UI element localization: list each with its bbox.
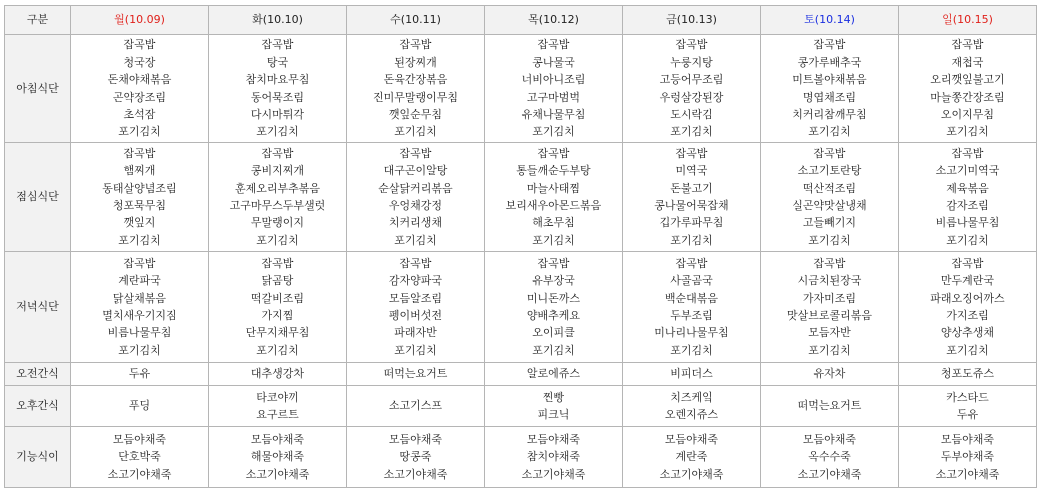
menu-cell [623, 35, 761, 143]
menu-item: 포기김치 [256, 343, 299, 357]
row-label: 오후간식 [5, 386, 71, 427]
menu-item: 유채나물무침 [521, 107, 586, 121]
menu-item: 포기김치 [808, 125, 851, 139]
meal-row-lunch [5, 143, 1037, 252]
menu-item: 가지찜 [261, 309, 294, 322]
menu-item: 포기김치 [118, 233, 161, 247]
menu-item: 잡곡밥 [123, 256, 156, 270]
menu-item: 푸딩 [128, 399, 151, 413]
menu-item: 피크닉 [537, 408, 570, 421]
row-label: 아침식단 [5, 35, 71, 143]
menu-cell [899, 386, 1037, 427]
menu-cell [71, 35, 209, 143]
menu-item: 단호박죽 [118, 450, 161, 464]
menu-item: 콩나물어묵잡채 [654, 199, 729, 212]
menu-item: 모듬야채죽 [802, 432, 857, 446]
menu-item: 돈불고기 [670, 181, 713, 195]
menu-item: 잡곡밥 [675, 256, 708, 270]
day-name: 일 [942, 13, 953, 27]
menu-item: 햄찌개 [123, 164, 156, 178]
menu-item: 사골곰국 [670, 274, 713, 288]
day-header-wed [347, 6, 485, 35]
menu-item: 콩비지찌개 [250, 164, 305, 178]
menu-item: 깻잎지 [123, 216, 156, 230]
menu-item: 포기김치 [118, 343, 161, 357]
menu-item: 유부장국 [532, 274, 575, 288]
menu-cell [761, 35, 899, 143]
menu-cell [71, 386, 209, 427]
menu-cell [485, 427, 623, 488]
menu-item: 소고기야채죽 [935, 467, 1000, 481]
menu-item: 카스타드 [946, 390, 989, 404]
menu-item: 잡곡밥 [261, 146, 294, 160]
menu-item: 찐빵 [542, 390, 565, 404]
menu-item: 다시마튀각 [250, 107, 305, 121]
menu-item: 동어묵조림 [250, 90, 305, 104]
menu-item: 떡산적조림 [802, 181, 857, 195]
menu-item: 시금치된장국 [797, 274, 862, 288]
menu-item: 소고기야채죽 [659, 467, 724, 481]
menu-item: 잡곡밥 [675, 38, 708, 52]
menu-cell [485, 386, 623, 427]
menu-item: 고들빼기지 [802, 216, 857, 230]
menu-item: 모듬알조림 [388, 291, 443, 305]
menu-item: 우렁살강된장 [659, 90, 724, 104]
menu-item: 잡곡밥 [261, 256, 294, 270]
menu-item: 된장찌개 [394, 55, 437, 69]
menu-item: 잡곡밥 [951, 146, 984, 160]
menu-item: 잡곡밥 [813, 146, 846, 160]
menu-item: 누룽지탕 [670, 55, 713, 69]
menu-cell [899, 35, 1037, 143]
day-name: 수 [390, 13, 401, 27]
menu-item: 포기김치 [532, 343, 575, 357]
menu-item: 포기김치 [394, 343, 437, 357]
menu-cell [761, 252, 899, 363]
row-label: 오전간식 [5, 363, 71, 386]
menu-item: 순살닭커리볶음 [378, 181, 453, 195]
menu-item: 떡갈비조림 [250, 291, 305, 305]
menu-item: 소고기스프 [388, 399, 443, 413]
menu-cell [71, 363, 209, 386]
menu-item: 도시락김 [670, 107, 713, 121]
menu-item: 잡곡밥 [813, 256, 846, 270]
day-name: 토 [804, 13, 815, 27]
menu-item: 깻잎순무침 [388, 107, 443, 121]
menu-item: 소고기야채죽 [797, 467, 862, 481]
menu-cell [485, 363, 623, 386]
menu-cell [347, 363, 485, 386]
menu-item: 포기김치 [118, 125, 161, 139]
menu-item: 모듬야채죽 [250, 432, 305, 446]
menu-item: 미트볼야채볶음 [792, 73, 867, 87]
day-header-sun [899, 6, 1037, 35]
menu-cell [899, 427, 1037, 488]
menu-item: 치커리참깨무침 [792, 107, 867, 121]
menu-cell [347, 427, 485, 488]
menu-item: 콩가루배추국 [797, 55, 862, 69]
menu-item: 단무지채무침 [245, 326, 310, 340]
menu-item: 모듬야채죽 [388, 432, 443, 446]
menu-cell [71, 143, 209, 252]
menu-item: 모듬야채죽 [664, 432, 719, 446]
menu-item: 마늘사태찜 [526, 181, 581, 195]
menu-item: 계란파국 [118, 274, 161, 288]
menu-item: 참치마요무침 [245, 73, 310, 87]
meal-row-pmsnack [5, 386, 1037, 427]
menu-item: 탕국 [266, 55, 289, 69]
menu-item: 포기김치 [670, 233, 713, 247]
menu-item: 포기김치 [946, 233, 989, 247]
menu-item: 비름나물무침 [107, 326, 172, 340]
menu-item: 돈채야채볶음 [107, 73, 172, 87]
menu-item: 치즈케잌 [670, 390, 713, 404]
menu-item: 포기김치 [946, 343, 989, 357]
menu-item: 옥수수죽 [808, 450, 851, 464]
menu-item: 포기김치 [532, 233, 575, 247]
menu-item: 제육볶음 [946, 181, 989, 195]
menu-cell [347, 35, 485, 143]
menu-item: 청국장 [123, 55, 156, 69]
day-header-thu [485, 6, 623, 35]
menu-item: 돈육간장볶음 [383, 73, 448, 87]
menu-cell [761, 427, 899, 488]
day-header-fri [623, 6, 761, 35]
menu-item: 소고기야채죽 [245, 467, 310, 481]
menu-item: 고구마범벅 [526, 90, 581, 104]
menu-item: 잡곡밥 [537, 146, 570, 160]
menu-item: 잡곡밥 [399, 146, 432, 160]
day-name: 금 [666, 13, 677, 27]
menu-item: 두부야채죽 [940, 450, 995, 464]
day-date: (10.11) [400, 13, 441, 27]
meal-row-dinner [5, 252, 1037, 363]
menu-item: 떠먹는요거트 [383, 367, 448, 381]
menu-item: 유자차 [813, 367, 846, 381]
menu-item: 비피더스 [670, 367, 713, 381]
menu-item: 깁가루파무침 [659, 216, 724, 230]
menu-item: 콩나물국 [532, 55, 575, 69]
menu-item: 만두계란국 [940, 274, 995, 288]
menu-item: 땅콩죽 [399, 450, 432, 464]
menu-cell [209, 252, 347, 363]
menu-item: 파래오징어까스 [930, 291, 1005, 305]
meal-row-func [5, 427, 1037, 488]
menu-item: 곤약장조림 [112, 90, 167, 104]
day-date: (10.13) [676, 13, 717, 27]
menu-item: 미니돈까스 [526, 291, 581, 305]
menu-cell [899, 252, 1037, 363]
menu-item: 잡곡밥 [951, 38, 984, 52]
menu-item: 멸치새우기지짐 [102, 309, 177, 322]
menu-cell [71, 252, 209, 363]
menu-item: 명엽채조림 [802, 90, 857, 104]
menu-item: 실곤약맛살냉채 [792, 199, 867, 212]
menu-item: 잡곡밥 [537, 256, 570, 270]
menu-item: 잡곡밥 [537, 38, 570, 52]
menu-cell [623, 386, 761, 427]
menu-item: 백순대볶음 [664, 291, 719, 305]
menu-item: 소고기토란탕 [797, 164, 862, 178]
menu-item: 두유 [956, 408, 979, 421]
menu-cell [623, 363, 761, 386]
day-name: 목 [528, 13, 539, 27]
menu-item: 대추생강차 [250, 367, 305, 381]
day-header-sat [761, 6, 899, 35]
menu-item: 진미무말랭이무침 [372, 90, 458, 104]
menu-item: 가자미조림 [802, 291, 857, 305]
day-date: (10.10) [262, 13, 303, 27]
menu-item: 가지조림 [946, 309, 989, 322]
menu-item: 훈제오리부추볶음 [234, 181, 320, 195]
menu-item: 감자양파국 [388, 274, 443, 288]
menu-cell [899, 143, 1037, 252]
menu-cell [209, 143, 347, 252]
menu-cell [485, 143, 623, 252]
menu-item: 잡곡밥 [261, 38, 294, 52]
menu-item: 잡곡밥 [123, 146, 156, 160]
menu-item: 오이지무침 [940, 107, 995, 121]
menu-item: 잡곡밥 [399, 38, 432, 52]
menu-cell [623, 143, 761, 252]
menu-item: 잡곡밥 [123, 38, 156, 52]
row-label: 저녁식단 [5, 252, 71, 363]
menu-item: 참치야채죽 [526, 450, 581, 464]
menu-item: 닭곰탕 [261, 274, 294, 288]
menu-item: 미역국 [675, 164, 708, 178]
menu-item: 양배추케요 [526, 309, 581, 322]
menu-item: 포기김치 [670, 343, 713, 357]
menu-item: 포기김치 [946, 125, 989, 139]
weekly-meal-table [4, 5, 1037, 488]
menu-cell [485, 252, 623, 363]
menu-item: 모듬야채죽 [526, 432, 581, 446]
menu-cell [485, 35, 623, 143]
menu-cell [209, 363, 347, 386]
menu-cell [209, 386, 347, 427]
menu-body [5, 35, 1037, 488]
menu-item: 알로에쥬스 [526, 367, 581, 381]
menu-item: 잡곡밥 [951, 256, 984, 270]
menu-item: 잡곡밥 [813, 38, 846, 52]
menu-item: 해초무침 [532, 216, 575, 230]
menu-cell [761, 143, 899, 252]
day-name: 화 [252, 13, 263, 27]
day-date: (10.15) [952, 13, 993, 27]
menu-cell [623, 427, 761, 488]
day-date: (10.12) [538, 13, 579, 27]
header-row [5, 6, 1037, 35]
meal-row-morning [5, 35, 1037, 143]
menu-cell [761, 363, 899, 386]
menu-item: 닭살채볶음 [112, 291, 167, 305]
menu-item: 떠먹는요거트 [797, 399, 862, 413]
menu-item: 맛살브로콜리볶음 [786, 309, 872, 322]
menu-cell [761, 386, 899, 427]
menu-cell [71, 427, 209, 488]
header-label: 구분 [5, 6, 71, 35]
menu-item: 통들깨순두부탕 [516, 164, 591, 178]
menu-item: 잡곡밥 [675, 146, 708, 160]
menu-item: 포기김치 [808, 343, 851, 357]
meal-row-amsnack [5, 363, 1037, 386]
menu-item: 청포묵무침 [112, 199, 167, 212]
menu-item: 포기김치 [394, 125, 437, 139]
menu-item: 동태살양념조림 [102, 181, 177, 195]
menu-item: 오리깻잎불고기 [930, 73, 1005, 87]
menu-item: 우엉채강정 [388, 199, 443, 212]
menu-item: 재첩국 [951, 55, 984, 69]
menu-item: 포기김치 [256, 233, 299, 247]
menu-item: 오렌지쥬스 [664, 408, 719, 421]
day-date: (10.09) [124, 13, 165, 27]
menu-item: 포기김치 [394, 233, 437, 247]
day-name: 월 [114, 13, 125, 27]
menu-cell [347, 143, 485, 252]
menu-item: 마늘쫑간장조림 [930, 90, 1005, 104]
menu-item: 포기김치 [808, 233, 851, 247]
day-header-tue [209, 6, 347, 35]
menu-item: 소고기야채죽 [107, 467, 172, 481]
menu-cell [899, 363, 1037, 386]
menu-item: 모듬자반 [808, 326, 851, 340]
day-date: (10.14) [814, 13, 855, 27]
menu-item: 무말랭이지 [250, 216, 305, 230]
menu-item: 잡곡밥 [399, 256, 432, 270]
menu-item: 두부조림 [670, 309, 713, 322]
menu-item: 감자조림 [946, 199, 989, 212]
menu-item: 청포도쥬스 [940, 367, 995, 381]
menu-item: 고구마무스두부샐럿 [229, 199, 326, 212]
menu-item: 타코야끼 [256, 390, 299, 404]
menu-item: 포기김치 [256, 125, 299, 139]
menu-item: 양상추생채 [940, 326, 995, 340]
menu-item: 요구르트 [256, 408, 299, 421]
menu-item: 모듬야채죽 [940, 432, 995, 446]
menu-item: 파래자반 [394, 326, 437, 340]
menu-item: 소고기야채죽 [383, 467, 448, 481]
menu-item: 해물야채죽 [250, 450, 305, 464]
menu-item: 계란죽 [675, 450, 708, 464]
menu-item: 오이피클 [532, 326, 575, 340]
menu-cell [623, 252, 761, 363]
day-header-mon [71, 6, 209, 35]
menu-item: 비름나물무침 [935, 216, 1000, 230]
menu-item: 미나리나물무침 [654, 326, 729, 340]
row-label: 점심식단 [5, 143, 71, 252]
menu-item: 초석잠 [123, 107, 156, 121]
menu-item: 두유 [128, 367, 151, 381]
menu-item: 치커리생채 [388, 216, 443, 230]
menu-item: 소고기미역국 [935, 164, 1000, 178]
menu-item: 펭이버섯전 [388, 309, 443, 322]
menu-item: 포기김치 [532, 125, 575, 139]
menu-item: 모듬야채죽 [112, 432, 167, 446]
menu-cell [209, 427, 347, 488]
menu-cell [347, 252, 485, 363]
row-label: 기능식이 [5, 427, 71, 488]
menu-cell [209, 35, 347, 143]
menu-item: 고등어무조림 [659, 73, 724, 87]
menu-item: 포기김치 [670, 125, 713, 139]
menu-item: 너비아니조림 [521, 73, 586, 87]
menu-item: 보리새우아몬드볶음 [505, 199, 602, 212]
menu-cell [347, 386, 485, 427]
menu-item: 대구곤이알탕 [383, 164, 448, 178]
menu-item: 소고기야채죽 [521, 467, 586, 481]
